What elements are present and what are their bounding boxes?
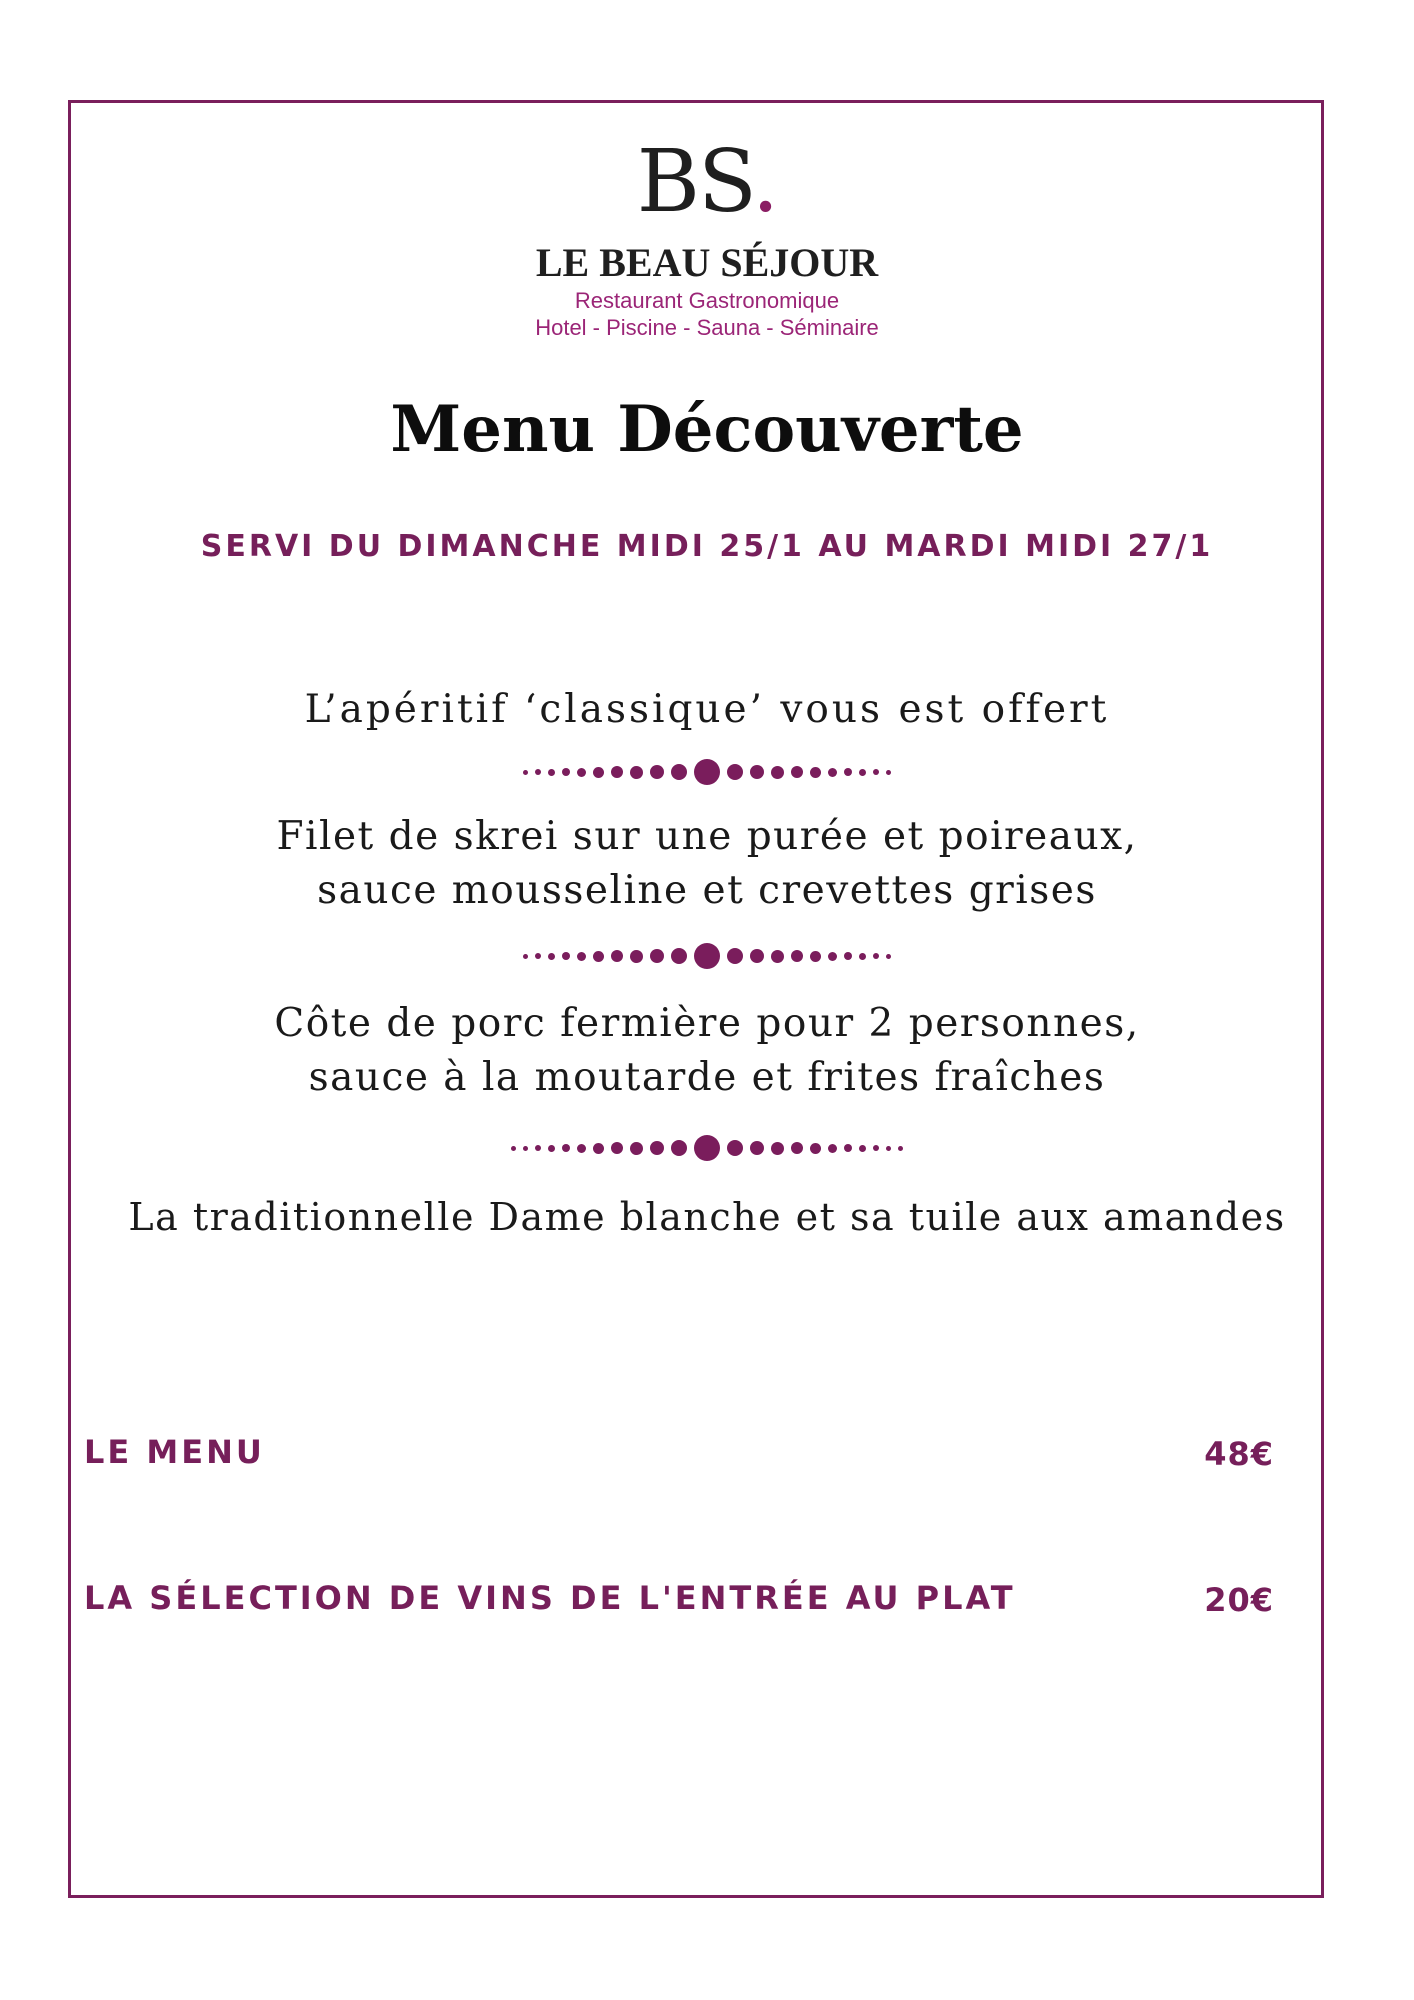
course-dessert [0, 1190, 1414, 1244]
divider-dot [593, 1143, 604, 1154]
divider-dot [791, 950, 803, 962]
price-value: 20€ [1204, 1581, 1274, 1619]
divider-dot [810, 1143, 821, 1154]
divider-dot [611, 1142, 623, 1154]
divider-dot [671, 948, 687, 964]
price-row-wine [84, 1578, 1274, 1618]
course-line: sauce mousseline et crevettes grises [317, 868, 1097, 913]
divider-dot [694, 759, 720, 785]
divider-dot [828, 952, 837, 961]
divider-dot [523, 1146, 528, 1151]
divider-dot [650, 949, 664, 963]
logo-letters: BS [636, 132, 752, 232]
divider-dot [886, 954, 891, 959]
divider-dot [562, 952, 570, 960]
divider-dot [694, 943, 720, 969]
divider-dot [593, 951, 604, 962]
divider-dot [810, 767, 821, 778]
divider-dot [828, 1144, 837, 1153]
logo-monogram [0, 132, 1414, 232]
divider-dot [548, 769, 555, 776]
course-line: L’apéritif ‘classique’ vous est offert [304, 687, 1110, 732]
divider-dot [791, 1142, 803, 1154]
divider-dot [791, 766, 803, 778]
divider-dot [694, 1135, 720, 1161]
divider-dot [873, 953, 879, 959]
course-line: sauce à la moutarde et frites fraîches [308, 1055, 1106, 1100]
divider-dot [750, 765, 764, 779]
divider-dot [650, 1141, 664, 1155]
divider-dot [873, 1145, 879, 1151]
divider-dot [886, 770, 891, 775]
dotted-divider [0, 757, 1414, 787]
divider-dot [577, 768, 586, 777]
divider-dot [727, 1140, 743, 1156]
divider-dot [771, 1142, 784, 1155]
price-row-menu [84, 1432, 1274, 1472]
price-label: LA SÉLECTION DE VINS DE L'ENTRÉE AU PLAT [84, 1579, 1016, 1617]
divider-dot [535, 953, 541, 959]
divider-dot [523, 954, 528, 959]
divider-dot [593, 767, 604, 778]
divider-dot [750, 949, 764, 963]
divider-dot [671, 764, 687, 780]
divider-dot [828, 768, 837, 777]
divider-dot [886, 1146, 891, 1151]
divider-dot [671, 1140, 687, 1156]
divider-dot [548, 953, 555, 960]
divider-dot [844, 952, 852, 960]
divider-dot [535, 1145, 541, 1151]
divider-dot [611, 950, 623, 962]
divider-dot [771, 950, 784, 963]
menu-title: Menu Découverte [390, 392, 1024, 467]
divider-dot [630, 950, 643, 963]
course-line: La traditionnelle Dame blanche et sa tuile aux amandes [128, 1195, 1286, 1239]
divider-dot [844, 1144, 852, 1152]
divider-dot [650, 765, 664, 779]
divider-dot [630, 766, 643, 779]
restaurant-services: Hotel - Piscine - Sauna - Séminaire [535, 315, 879, 340]
restaurant-tagline: Restaurant Gastronomique [574, 288, 840, 313]
course-line: Côte de porc fermière pour 2 personnes, [274, 1001, 1140, 1046]
course-line: Filet de skrei sur une purée et poireaux, [276, 814, 1138, 859]
divider-dot [898, 1146, 903, 1151]
divider-dot [771, 766, 784, 779]
divider-dot [859, 1145, 866, 1152]
divider-dot [548, 1145, 555, 1152]
divider-dot [535, 769, 541, 775]
divider-dot [511, 1146, 516, 1151]
logo-dot: . [751, 132, 778, 232]
price-label: LE MENU [84, 1433, 265, 1471]
divider-dot [844, 768, 852, 776]
divider-dot [611, 766, 623, 778]
divider-dot [727, 948, 743, 964]
divider-dot [750, 1141, 764, 1155]
divider-dot [873, 769, 879, 775]
dotted-divider [0, 941, 1414, 971]
divider-dot [577, 1144, 586, 1153]
divider-dot [727, 764, 743, 780]
course-fish [0, 810, 1414, 918]
divider-dot [523, 770, 528, 775]
divider-dot [562, 1144, 570, 1152]
divider-dot [577, 952, 586, 961]
price-value: 48€ [1204, 1435, 1274, 1473]
divider-dot [562, 768, 570, 776]
divider-dot [630, 1142, 643, 1155]
divider-dot [810, 951, 821, 962]
dotted-divider [0, 1133, 1414, 1163]
course-aperitif [0, 683, 1414, 737]
course-pork [0, 997, 1414, 1105]
served-dates: SERVI DU DIMANCHE MIDI 25/1 AU MARDI MIDI 27/1 [200, 529, 1214, 564]
restaurant-name: LE BEAU SÉJOUR [535, 240, 879, 285]
divider-dot [859, 769, 866, 776]
divider-dot [859, 953, 866, 960]
